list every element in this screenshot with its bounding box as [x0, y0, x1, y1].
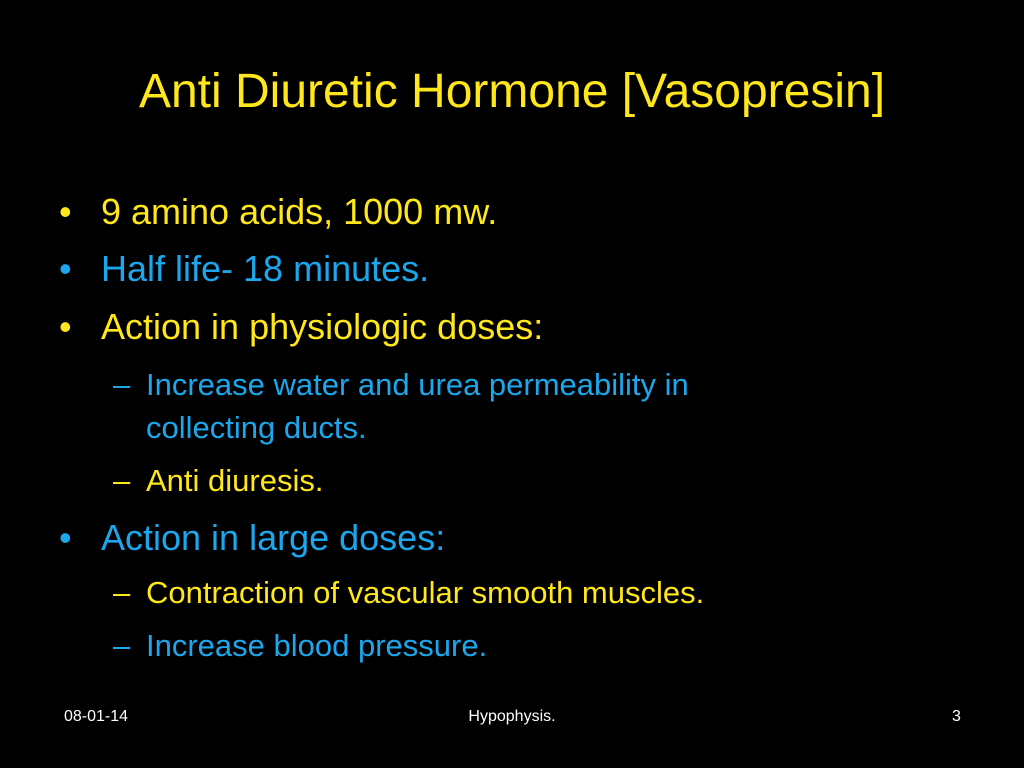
slide-title: Anti Diuretic Hormone [Vasopresin]: [138, 65, 886, 118]
dash-icon: –: [113, 463, 131, 498]
sub-bullet-item: [113, 365, 689, 405]
dash-icon: –: [113, 575, 131, 610]
sub-bullet-continuation: [146, 408, 367, 448]
bullet-icon: •: [59, 191, 72, 232]
sub-bullet-text: Increase water and urea permeability in: [146, 367, 689, 402]
sub-bullet-continuation-text: collecting ducts.: [146, 410, 367, 445]
sub-bullet-text: Anti diuresis.: [146, 463, 324, 498]
sub-bullet-item: [113, 461, 324, 501]
footer-page-number: 3: [952, 708, 961, 725]
dash-icon: –: [113, 628, 131, 663]
bullet-item: [59, 305, 544, 349]
bullet-icon: •: [59, 306, 72, 347]
footer-date: 08-01-14: [64, 708, 129, 725]
bullet-item: [59, 247, 430, 291]
dash-icon: –: [113, 367, 131, 402]
sub-bullet-text: Contraction of vascular smooth muscles.: [146, 575, 705, 610]
bullet-text: Half life- 18 minutes.: [101, 248, 430, 289]
bullet-icon: •: [59, 248, 72, 289]
bullet-text: 9 amino acids, 1000 mw.: [101, 191, 498, 232]
sub-bullet-text: Increase blood pressure.: [146, 628, 488, 663]
footer-topic: Hypophysis.: [468, 708, 556, 725]
bullet-item: [59, 516, 446, 560]
bullet-text: Action in large doses:: [101, 517, 446, 558]
sub-bullet-item: [113, 626, 488, 666]
bullet-item: [59, 190, 498, 234]
bullet-icon: •: [59, 517, 72, 558]
sub-bullet-item: [113, 573, 705, 613]
bullet-text: Action in physiologic doses:: [101, 306, 544, 347]
